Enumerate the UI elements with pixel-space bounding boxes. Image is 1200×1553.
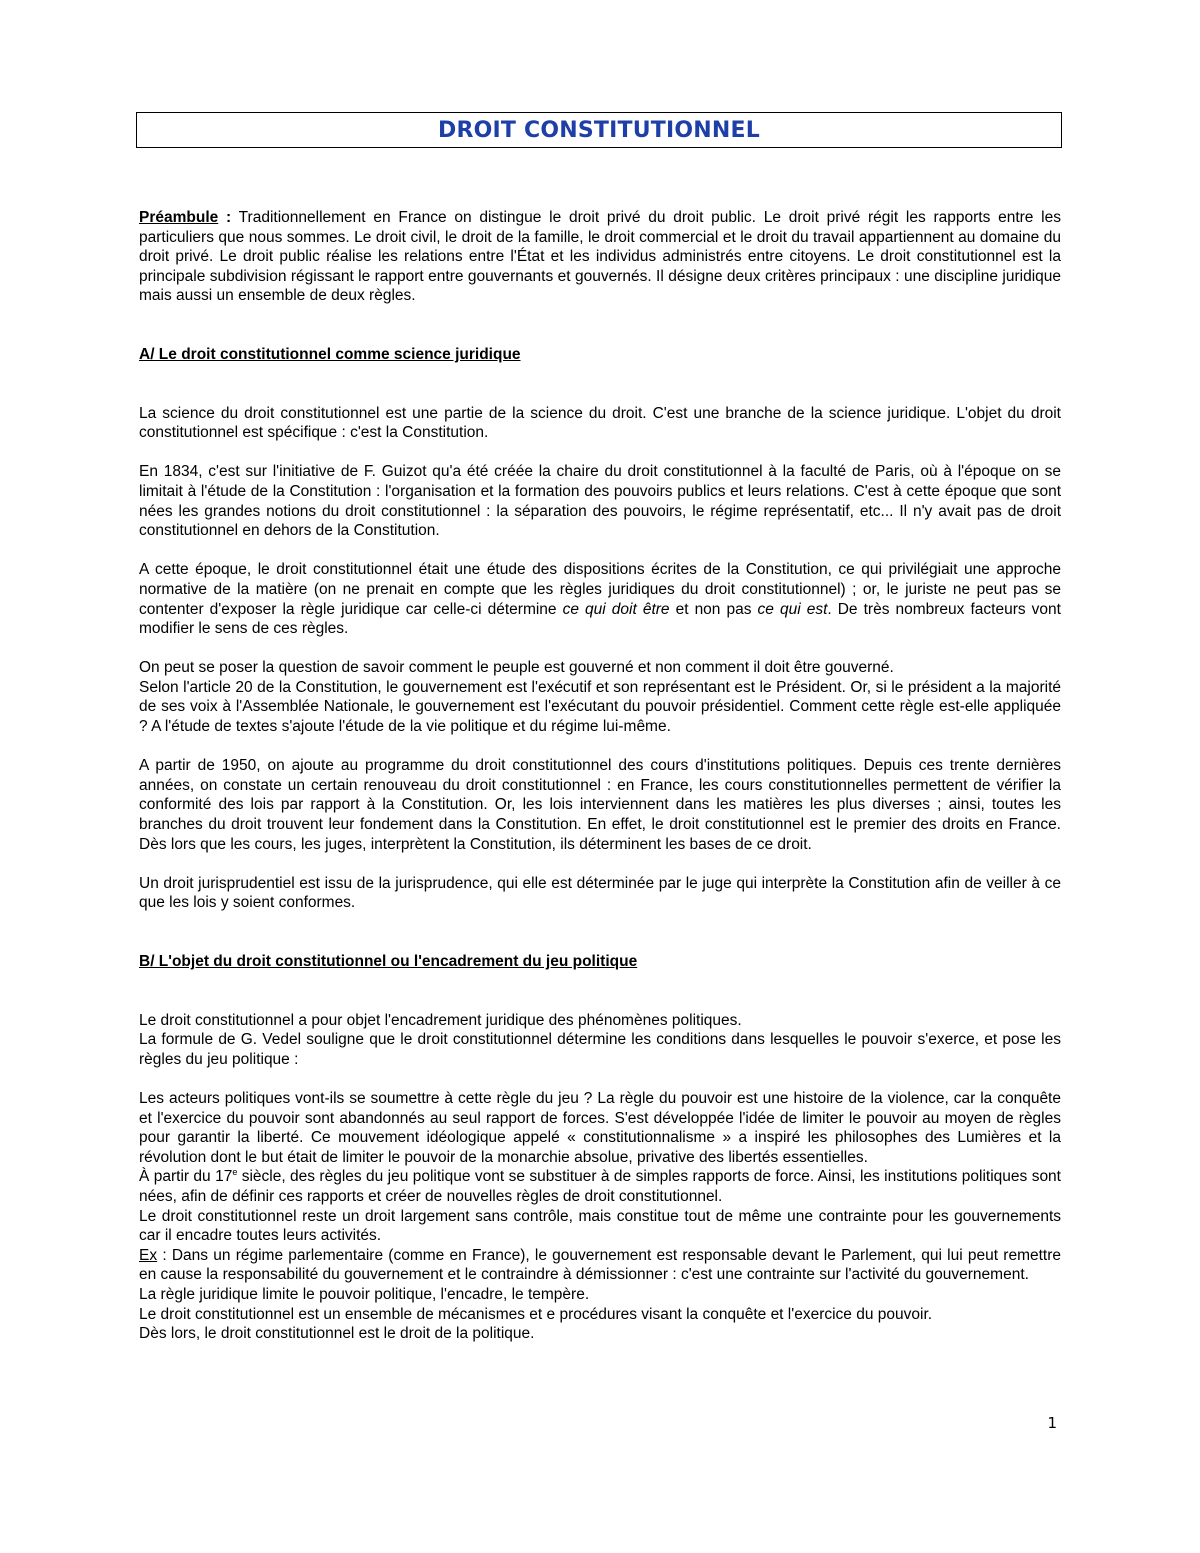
section-b-paragraph-3 bbox=[139, 1167, 1061, 1206]
section-b-paragraph-4: Le droit constitutionnel reste un droit largement sans contrôle, mais constitue tout de même une contrainte pour les gouvernements car il encadre toutes leurs activités. bbox=[139, 1207, 1061, 1245]
preambule-paragraph bbox=[139, 208, 1061, 306]
section-a-paragraph-6: Un droit jurisprudentiel est issu de la jurisprudence, qui elle est déterminée par le juge qui interprète la Constitution afin de veiller à ce que les lois y soient conformes. bbox=[139, 874, 1061, 912]
preambule-text: Traditionnellement en France on distingue le droit privé du droit public. Le droit privé régit les rapports entre les particuliers que nous sommes. Le droit civil, le droit de la famille, le droit commercial et le droit du travail appartiennent au domaine du droit privé. Le droit public réalise les relations entre l'État et les individus administrés entre citoyens. Le droit constitutionnel est la principale subdivision régissant le rapport entre gouvernants et gouvernés. Il désigne deux critères principaux : une discipline juridique mais aussi un ensemble de deux règles. bbox=[139, 209, 1061, 305]
section-b-paragraph-7: Le droit constitutionnel est un ensemble de mécanismes et e procédures visant la conquête et l'exercice du pouvoir. bbox=[139, 1305, 933, 1323]
section-a-paragraph-4-line-1: On peut se poser la question de savoir comment le peuple est gouverné et non comment il doit être gouverné. bbox=[139, 659, 894, 677]
document-title: DROIT CONSTITUTIONNEL bbox=[438, 118, 760, 143]
document-body bbox=[139, 208, 1061, 1344]
section-b-paragraph-8: Dès lors, le droit constitutionnel est le droit de la politique. bbox=[139, 1325, 535, 1343]
preambule-colon: : bbox=[218, 209, 232, 226]
section-a-paragraph-2: En 1834, c'est sur l'initiative de F. Guizot qu'a été créée la chaire du droit constitutionnel à la faculté de Paris, où à l'époque on se limitait à l'étude de la Constitution : l'organisation et la formation des pouvoirs publics et leurs relations. C'est à cette époque que sont nées les grandes notions du droit constitutionnel : la séparation des pouvoirs, le régime représentatif, etc... Il n'y avait pas de droit constitutionnel en dehors de la Constitution. bbox=[139, 463, 1061, 540]
section-a-p3-text-c: . De très nombreux facteurs vont modifier le sens de ces règles. bbox=[139, 600, 1061, 638]
title-box bbox=[136, 112, 1062, 148]
section-a-p3-text-b: et non pas bbox=[669, 600, 758, 618]
section-a-heading: A/ Le droit constitutionnel comme science juridique bbox=[139, 345, 521, 363]
section-b-p3-text-b: siècle, des règles du jeu politique vont se substituer à de simples rapports de force. Ainsi, les institutions politiques sont nées, afin de définir ces rapports et créer de nouvelles règles de droit constitutionnel. bbox=[139, 1168, 1061, 1205]
section-b-p3-superscript: e bbox=[232, 1167, 238, 1178]
example-text: : Dans un régime parlementaire (comme en France), le gouvernement est responsable devant le Parlement, qui lui peut remettre en cause la responsabilité du gouvernement et le contraindre à démissionner : c'est une contrainte sur l'activité du gouvernement. bbox=[139, 1246, 1061, 1284]
section-a-p3-italic-2: ce qui est bbox=[757, 600, 828, 618]
section-b-paragraph-1-line-1: Le droit constitutionnel a pour objet l'encadrement juridique des phénomènes politiques. bbox=[139, 1011, 742, 1029]
page-number: 1 bbox=[1047, 1414, 1057, 1432]
section-b-p3-text-a: À partir du 17 bbox=[139, 1168, 233, 1186]
section-b-paragraph-1: La formule de G. Vedel souligne que le droit constitutionnel détermine les conditions dans lesquelles le pouvoir s'exerce, et pose les règles du jeu politique : bbox=[139, 1031, 1061, 1068]
section-a-p3-italic-1: ce qui doit être bbox=[562, 600, 670, 618]
section-a-paragraph-4: Selon l'article 20 de la Constitution, le gouvernement est l'exécutif et son représentant est le Président. Or, si le président a la majorité de ses voix à l'Assemblée Nationale, le gouvernement est l'exécutant du pouvoir présidentiel. Comment cette règle est-elle appliquée ? A l'étude de textes s'ajoute l'étude de la vie politique et du régime lui-même. bbox=[139, 678, 1061, 736]
section-a-paragraph-5: A partir de 1950, on ajoute au programme du droit constitutionnel des cours d'institutions politiques. Depuis ces trente dernières années, on constate un certain renouveau du droit constitutionnel : en France, les cours constitutionnelles permettent de vérifier la conformité des lois par rapport à la Constitution. Or, les lois interviennent dans les matières les plus diverses ; ainsi, toutes les branches du droit trouvent leur fondement dans la Constitution. En effet, le droit constitutionnel est le premier des droits en France. Dès lors que les cours, les juges, interprètent la Constitution, ils déterminent les bases de ce droit. bbox=[139, 757, 1061, 853]
section-b-paragraph-2: Les acteurs politiques vont-ils se soumettre à cette règle du jeu ? La règle du pouvoir est une histoire de la violence, car la conquête et l'exercice du pouvoir sont abandonnés au seul rapport de forces. S'est développée l'idée de limiter le pouvoir au moyen de règles pour garantir la liberté. Ce mouvement idéologique appelé « constitutionnalisme » a inspiré les philosophes des Lumières et la révolution dont le but était de limiter le pouvoir de la monarchie absolue, privative des libertés essentielles. bbox=[139, 1089, 1061, 1166]
section-b-paragraph-6: La règle juridique limite le pouvoir politique, l'encadre, le tempère. bbox=[139, 1285, 590, 1303]
section-a-paragraph-3 bbox=[139, 560, 1061, 638]
preambule-label: Préambule bbox=[139, 209, 219, 226]
section-b-heading: B/ L'objet du droit constitutionnel ou l'encadrement du jeu politique bbox=[139, 953, 638, 970]
section-a-p3-text-a: A cette époque, le droit constitutionnel était une étude des dispositions écrites de la Constitution, ce qui privilégiait une approche normative de la matière (on ne prenait en compte que les règles juridiques du droit constitutionnel) ; or, le juriste ne peut pas se contenter d'exposer la règle juridique car celle-ci détermine bbox=[139, 561, 1061, 618]
section-a-paragraph-1: La science du droit constitutionnel est une partie de la science du droit. C'est une branche de la science juridique. L'objet du droit constitutionnel est spécifique : c'est la Constitution. bbox=[139, 404, 1061, 442]
section-b-paragraph-5 bbox=[139, 1246, 1061, 1285]
example-label: Ex bbox=[139, 1246, 158, 1264]
